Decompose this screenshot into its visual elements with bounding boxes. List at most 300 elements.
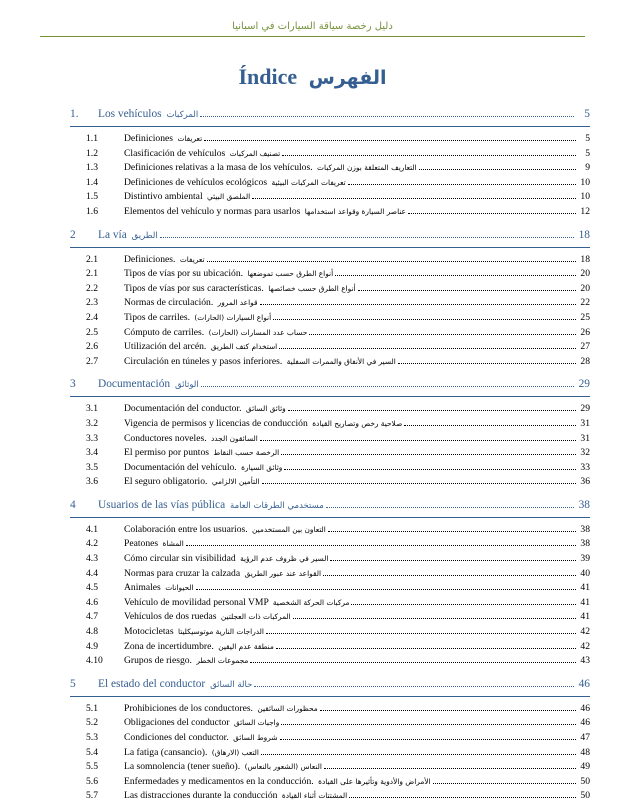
dot-leader [281,724,576,725]
entry-title-es: Vehículos de dos ruedas [124,611,217,623]
entry-title-ar: الدراجات النارية موتوسيكليتا [177,627,264,637]
entry-title-es: Zona de incertidumbre. [124,640,214,652]
section-page-number: 38 [578,498,590,511]
entry-title-es: Clasificación de vehículos [124,147,226,159]
entry-page-number: 40 [580,567,590,579]
entry-title-ar: استخدام كتف الطريق [210,342,278,352]
dot-leader [207,261,576,262]
entry-page-number: 27 [580,341,590,353]
toc-entry[interactable] [70,162,590,177]
entry-title [124,312,271,323]
entry-page-number: 41 [580,582,590,594]
section-page-number: 46 [578,677,590,690]
entry-page-number: 33 [580,461,590,473]
entry-page-number: 42 [580,626,590,638]
entry-number: 4.4 [86,567,98,579]
toc-entry[interactable] [70,447,590,462]
entry-title [124,297,258,308]
entry-page-number: 38 [580,538,590,550]
entry-title [124,626,264,637]
dot-leader [160,237,574,238]
dot-leader [250,662,576,663]
entry-title-es: Conductores noveles. [124,432,207,444]
entry-title-es: Utilización del arcén. [124,341,207,353]
dot-leader [204,140,576,141]
entry-title [124,433,258,444]
entry-title-ar: الحيوانات [165,583,194,593]
entry-page-number: 50 [580,775,590,787]
entry-page-number: 10 [580,191,590,203]
section-title-ar: المركبات [166,110,199,120]
dot-leader [293,618,576,619]
entry-title-ar: القواعد عند عبور الطريق [244,568,321,578]
dot-leader [261,754,576,755]
entry-page-number: 20 [580,268,590,280]
entry-title [124,553,328,564]
entry-title [124,611,291,622]
toc-entry[interactable] [70,206,590,221]
toc-entry[interactable] [70,761,590,776]
entry-title [124,538,184,549]
dot-leader [358,290,576,291]
toc-entry[interactable] [70,312,590,327]
toc-section-heading[interactable] [70,499,590,518]
entry-title [124,597,349,608]
header-rule [40,36,585,37]
entry-number: 4.3 [86,553,98,565]
page-title [0,64,625,90]
entry-page-number: 46 [580,702,590,714]
entry-page-number: 29 [580,403,590,415]
section-number: 4 [70,498,76,511]
entry-title-es: Elementos del vehículo y normas para usarlos [124,205,301,217]
toc-section-heading[interactable] [70,108,590,127]
entry-title-es: Circulación en túneles y pasos inferiores. [124,355,283,367]
toc-section-heading[interactable] [70,678,590,697]
dot-leader [326,507,574,508]
entry-title-ar: السير في ظروف عدم الرؤية [240,554,329,564]
dot-leader [408,213,576,214]
toc-entry[interactable] [70,341,590,356]
toc-entry[interactable] [70,356,590,371]
entry-page-number: 31 [580,432,590,444]
entry-number: 5.3 [86,732,98,743]
entry-number: 5.7 [86,790,98,802]
entry-page-number: 22 [580,297,590,309]
entry-title-ar: المشاة [162,539,184,549]
entry-page-number: 41 [580,596,590,608]
section-title-es: Los vehículos [98,108,162,120]
toc-entry[interactable] [70,626,590,641]
entry-title [124,717,279,728]
entry-title-ar: تعريفات [179,254,205,264]
toc-entry[interactable] [70,297,590,312]
entry-number: 2.3 [86,297,98,309]
entry-page-number: 31 [580,417,590,429]
entry-title [124,476,260,487]
entry-title [124,568,321,579]
entry-number: 4.9 [86,640,98,652]
dot-leader [288,410,576,411]
entry-page-number: 10 [580,176,590,188]
entry-title-ar: التعب (الارهاق) [211,747,259,757]
entry-title-es: Tipos de vías por su ubicación. [124,268,244,280]
dot-leader [262,483,576,484]
entry-title-ar: وثائق السائق [245,404,286,414]
entry-page-number: 49 [580,761,590,773]
entry-title-ar: المشتتات أثناء القيادة [281,791,348,801]
entry-title-ar: أنواع الطرق حسب خصائصها [268,283,356,293]
toc-entry[interactable] [70,476,590,491]
dot-leader [260,304,577,305]
toc-entry[interactable] [70,717,590,732]
toc-section-heading[interactable] [70,229,590,248]
entry-title-es: Definiciones. [124,253,176,265]
entry-number: 1.4 [86,176,98,188]
dot-leader [335,275,576,276]
entry-title-es: Definiciones relativas a la masa de los vehículos. [124,162,313,174]
entry-title-es: Colaboración entre los usuarios. [124,523,248,535]
entry-page-number: 39 [580,553,590,565]
page-title-ar: الفهرس [308,67,387,89]
dot-leader [273,319,576,320]
entry-number: 5.2 [86,717,98,729]
entry-number: 5.6 [86,775,98,787]
entry-title [124,268,333,279]
entry-title [124,776,431,787]
entry-title-ar: النعاس (الشعور بالنعاس) [244,762,322,772]
entry-page-number: 20 [580,282,590,294]
entry-number: 5.4 [86,746,98,758]
entry-title-es: Definiciones [124,133,174,144]
entry-title [124,418,402,429]
entry-title [124,356,396,367]
entry-title-ar: السير في الأنفاق والممرات السفلية [286,356,396,366]
entry-title-es: Normas de circulación. [124,297,214,309]
toc-entry[interactable] [70,747,590,762]
entry-page-number: 12 [580,205,590,217]
entry-title [124,747,259,758]
entry-title-es: Peatones [124,538,159,550]
dot-leader [323,575,576,576]
entry-number: 4.6 [86,596,98,608]
entry-number: 2.4 [86,311,98,323]
entry-title-es: El permiso por puntos [124,447,210,459]
toc-section-heading[interactable] [70,378,590,397]
entry-page-number: 41 [580,611,590,623]
entry-number: 3.1 [86,403,98,415]
dot-leader [200,116,574,117]
entry-title [124,732,278,743]
entry-title [124,403,286,414]
entry-title-es: Las distracciones durante la conducción [124,790,278,802]
entry-title-es: Tipos de carriles. [124,311,190,323]
entry-page-number: 43 [580,655,590,667]
entry-title-es: Obligaciones del conductor [124,717,230,729]
entry-title-es: Distintivo ambiental [124,191,203,203]
entry-title [124,655,248,666]
section-page-number: 18 [578,228,590,241]
entry-title-es: Prohibiciones de los conductores. [124,702,253,714]
entry-number: 4.2 [86,538,98,550]
entry-page-number: 36 [580,476,590,488]
entry-title-ar: تعريفات [177,134,203,143]
entry-title-ar: تصنيف المركبات [229,148,281,158]
entry-title-ar: أنواع الطرق حسب تموضعها [247,269,334,279]
dot-leader [433,783,576,784]
entry-title [124,341,277,352]
dot-leader [284,469,576,470]
entry-title-ar: التعاريف المتعلقة بوزن المركبات [317,163,417,173]
entry-page-number: 32 [580,447,590,459]
entry-title-es: El seguro obligatorio. [124,476,208,488]
entry-page-number: 5 [585,147,590,159]
toc-entry[interactable] [70,655,590,670]
section-title [98,378,199,390]
entry-number: 2.6 [86,341,98,353]
section-title-ar: الطريق [131,230,158,241]
entry-title-ar: المركبات ذات العجلتين [220,612,291,622]
entry-number: 2.1 [86,268,98,280]
toc-entry[interactable] [70,703,590,718]
entry-title [124,254,205,265]
dot-leader [276,648,576,649]
entry-title [124,761,322,772]
toc-entry[interactable] [70,790,590,805]
entry-title-ar: التعاون بين المستخدمين [252,524,326,534]
entry-title [124,462,282,473]
toc-section [70,678,590,805]
toc-section [70,378,590,491]
entry-number: 2.5 [86,326,98,338]
entry-number: 4.1 [86,523,98,535]
entry-number: 1.5 [86,191,98,203]
entry-title [124,283,356,294]
entry-page-number: 50 [580,790,590,802]
entry-title [124,191,250,202]
entry-title-es: Vigencia de permisos y licencias de conducción [124,417,308,429]
entry-page-number: 25 [580,311,590,323]
section-title [98,678,252,690]
entry-number: 3.3 [86,432,98,444]
toc-entry[interactable] [70,177,590,192]
toc-entry[interactable] [70,283,590,298]
entry-title [124,148,280,159]
section-title [98,108,198,120]
entry-page-number: 42 [580,640,590,652]
dot-leader [320,710,576,711]
dot-leader [309,334,576,335]
toc-entry[interactable] [70,327,590,342]
entry-title [124,206,406,217]
dot-leader [196,589,576,590]
entry-page-number: 38 [580,523,590,535]
section-title-ar: مستخدمي الطرقات العامة [230,500,324,511]
entry-title-ar: التأمين الالزامي [211,477,260,487]
toc-entry[interactable] [70,418,590,433]
running-header: دليل رخصة سياقة السيارات في اسبانيا [232,21,393,32]
entry-number: 4.10 [86,655,103,667]
entry-page-number: 47 [580,732,590,743]
toc-entry[interactable] [70,524,590,539]
dot-leader [351,604,576,605]
dot-leader [201,386,574,387]
entry-title [124,641,274,652]
entry-title-ar: عناصر السيارة وقواعد استخدامها [304,206,406,216]
entry-page-number: 28 [580,355,590,367]
section-title-es: Usuarios de las vías pública [98,498,226,511]
dot-leader [266,633,576,634]
dot-leader [349,797,576,798]
entry-title-es: La fatiga (cansancio). [124,746,208,758]
dot-leader [419,169,576,170]
entry-title-es: Condiciones del conductor. [124,732,229,743]
dot-leader [328,531,576,532]
entry-title-es: Documentación del vehículo. [124,461,237,473]
dot-leader [398,363,576,364]
section-page-number: 29 [578,378,590,391]
entry-number: 1.3 [86,162,98,174]
dot-leader [404,425,576,426]
toc-entry[interactable] [70,582,590,597]
toc-entry[interactable] [70,553,590,568]
entry-title-ar: مركبات الحركة الشخصية [272,597,350,607]
entry-title-ar: واجبات السائق [233,718,280,728]
entry-title-es: Animales [124,582,161,594]
section-title-es: Documentación [98,378,171,391]
entry-title [124,790,347,801]
section-title [98,499,324,511]
toc-section [70,108,590,221]
dot-leader [330,560,576,561]
entry-title-es: Enfermedades y medicamentos en la conducción. [124,775,314,787]
entry-title-ar: صلاحية رخص وتصاريح القيادة [312,418,403,428]
toc-section [70,229,590,371]
entry-title-ar: الرخصة حسب النقاط [213,448,280,458]
entry-number: 4.5 [86,582,98,594]
entry-title-es: Motocicletas [124,626,174,638]
toc-entry[interactable] [70,538,590,553]
dot-leader [260,440,576,441]
entry-page-number: 46 [580,717,590,729]
entry-title-ar: أنواع السيارات (الحارات) [194,312,272,322]
dot-leader [324,768,576,769]
entry-number: 2.1 [86,253,98,265]
entry-title [124,177,346,188]
entry-number: 4.7 [86,611,98,623]
entry-title [124,524,326,535]
entry-title-es: Definiciones de vehículos ecológicos [124,176,268,188]
entry-title-es: Cómputo de carriles. [124,326,205,338]
toc-entry[interactable] [70,732,590,747]
entry-title [124,582,194,593]
toc-entry[interactable] [70,641,590,656]
entry-number: 5.5 [86,761,98,773]
entry-title [124,703,318,714]
entry-title-ar: وثائق السيارة [241,462,283,472]
entry-title-ar: تعريفات المركبات البيئية [271,177,346,187]
section-title-ar: حالة السائق [210,679,253,690]
dot-leader [186,545,576,546]
entry-page-number: 48 [580,746,590,758]
section-title-ar: الوثائق [174,380,199,391]
toc-entry[interactable] [70,568,590,583]
section-number: 2 [70,228,76,241]
entry-title-es: Cómo circular sin visibilidad [124,553,236,565]
section-title [98,229,158,241]
entry-number: 4.8 [86,626,98,638]
section-page-number: 5 [584,108,590,120]
entry-title-es: Grupos de riesgo. [124,655,192,667]
entry-number: 1.1 [86,133,98,144]
entry-title-ar: شروط السائق [233,733,278,742]
entry-title-es: La somnolencia (tener sueño). [124,761,241,773]
dot-leader [254,686,574,687]
entry-page-number: 5 [585,133,590,144]
toc-entry[interactable] [70,433,590,448]
toc-entry[interactable] [70,776,590,791]
entry-title-ar: الأمراض والأدوية وتأثيرها على القيادة [318,776,431,786]
entry-page-number: 9 [585,162,590,174]
toc-entry[interactable] [70,462,590,477]
toc-entry[interactable] [70,191,590,206]
dot-leader [348,184,576,185]
section-number: 1. [70,108,79,120]
entry-title-ar: الملصق البيئي [207,192,251,202]
section-title-es: La vía [98,228,127,241]
toc-entry[interactable] [70,133,590,148]
page-title-es: Índice [238,64,298,89]
entry-title-es: Normas para cruzar la calzada [124,567,241,579]
toc-entry[interactable] [70,403,590,418]
entry-number: 2.7 [86,355,98,367]
toc-entry[interactable] [70,254,590,269]
entry-title-ar: السائقون الجدد [211,433,258,443]
entry-number: 3.5 [86,461,98,473]
entry-title-es: Vehículo de movilidad personal VMP [124,596,269,608]
entry-title [124,162,417,173]
table-of-contents [70,108,590,805]
toc-entry[interactable] [70,148,590,163]
section-title-es: El estado del conductor [98,677,206,690]
entry-title-ar: قواعد المرور [217,298,258,308]
entry-number: 3.2 [86,417,98,429]
entry-number: 3.6 [86,476,98,488]
entry-page-number: 26 [580,326,590,338]
entry-number: 1.2 [86,147,98,159]
dot-leader [282,155,576,156]
toc-entry[interactable] [70,268,590,283]
entry-title [124,327,307,338]
entry-title-ar: حساب عدد المسارات (الحارات) [208,327,308,337]
dot-leader [280,739,576,740]
entry-number: 2.2 [86,282,98,294]
entry-title-es: Documentación del conductor. [124,403,242,415]
entry-number: 1.6 [86,205,98,217]
toc-section [70,499,590,670]
section-number: 3 [70,378,76,391]
toc-entry[interactable] [70,611,590,626]
entry-title-ar: محظورات السائقين [257,703,318,713]
entry-title-es: Tipos de vías por sus características. [124,282,264,294]
entry-page-number: 18 [580,253,590,265]
section-number: 5 [70,677,76,690]
entry-number: 3.4 [86,447,98,459]
dot-leader [281,454,576,455]
toc-entry[interactable] [70,597,590,612]
entry-title [124,133,202,144]
dot-leader [279,348,576,349]
